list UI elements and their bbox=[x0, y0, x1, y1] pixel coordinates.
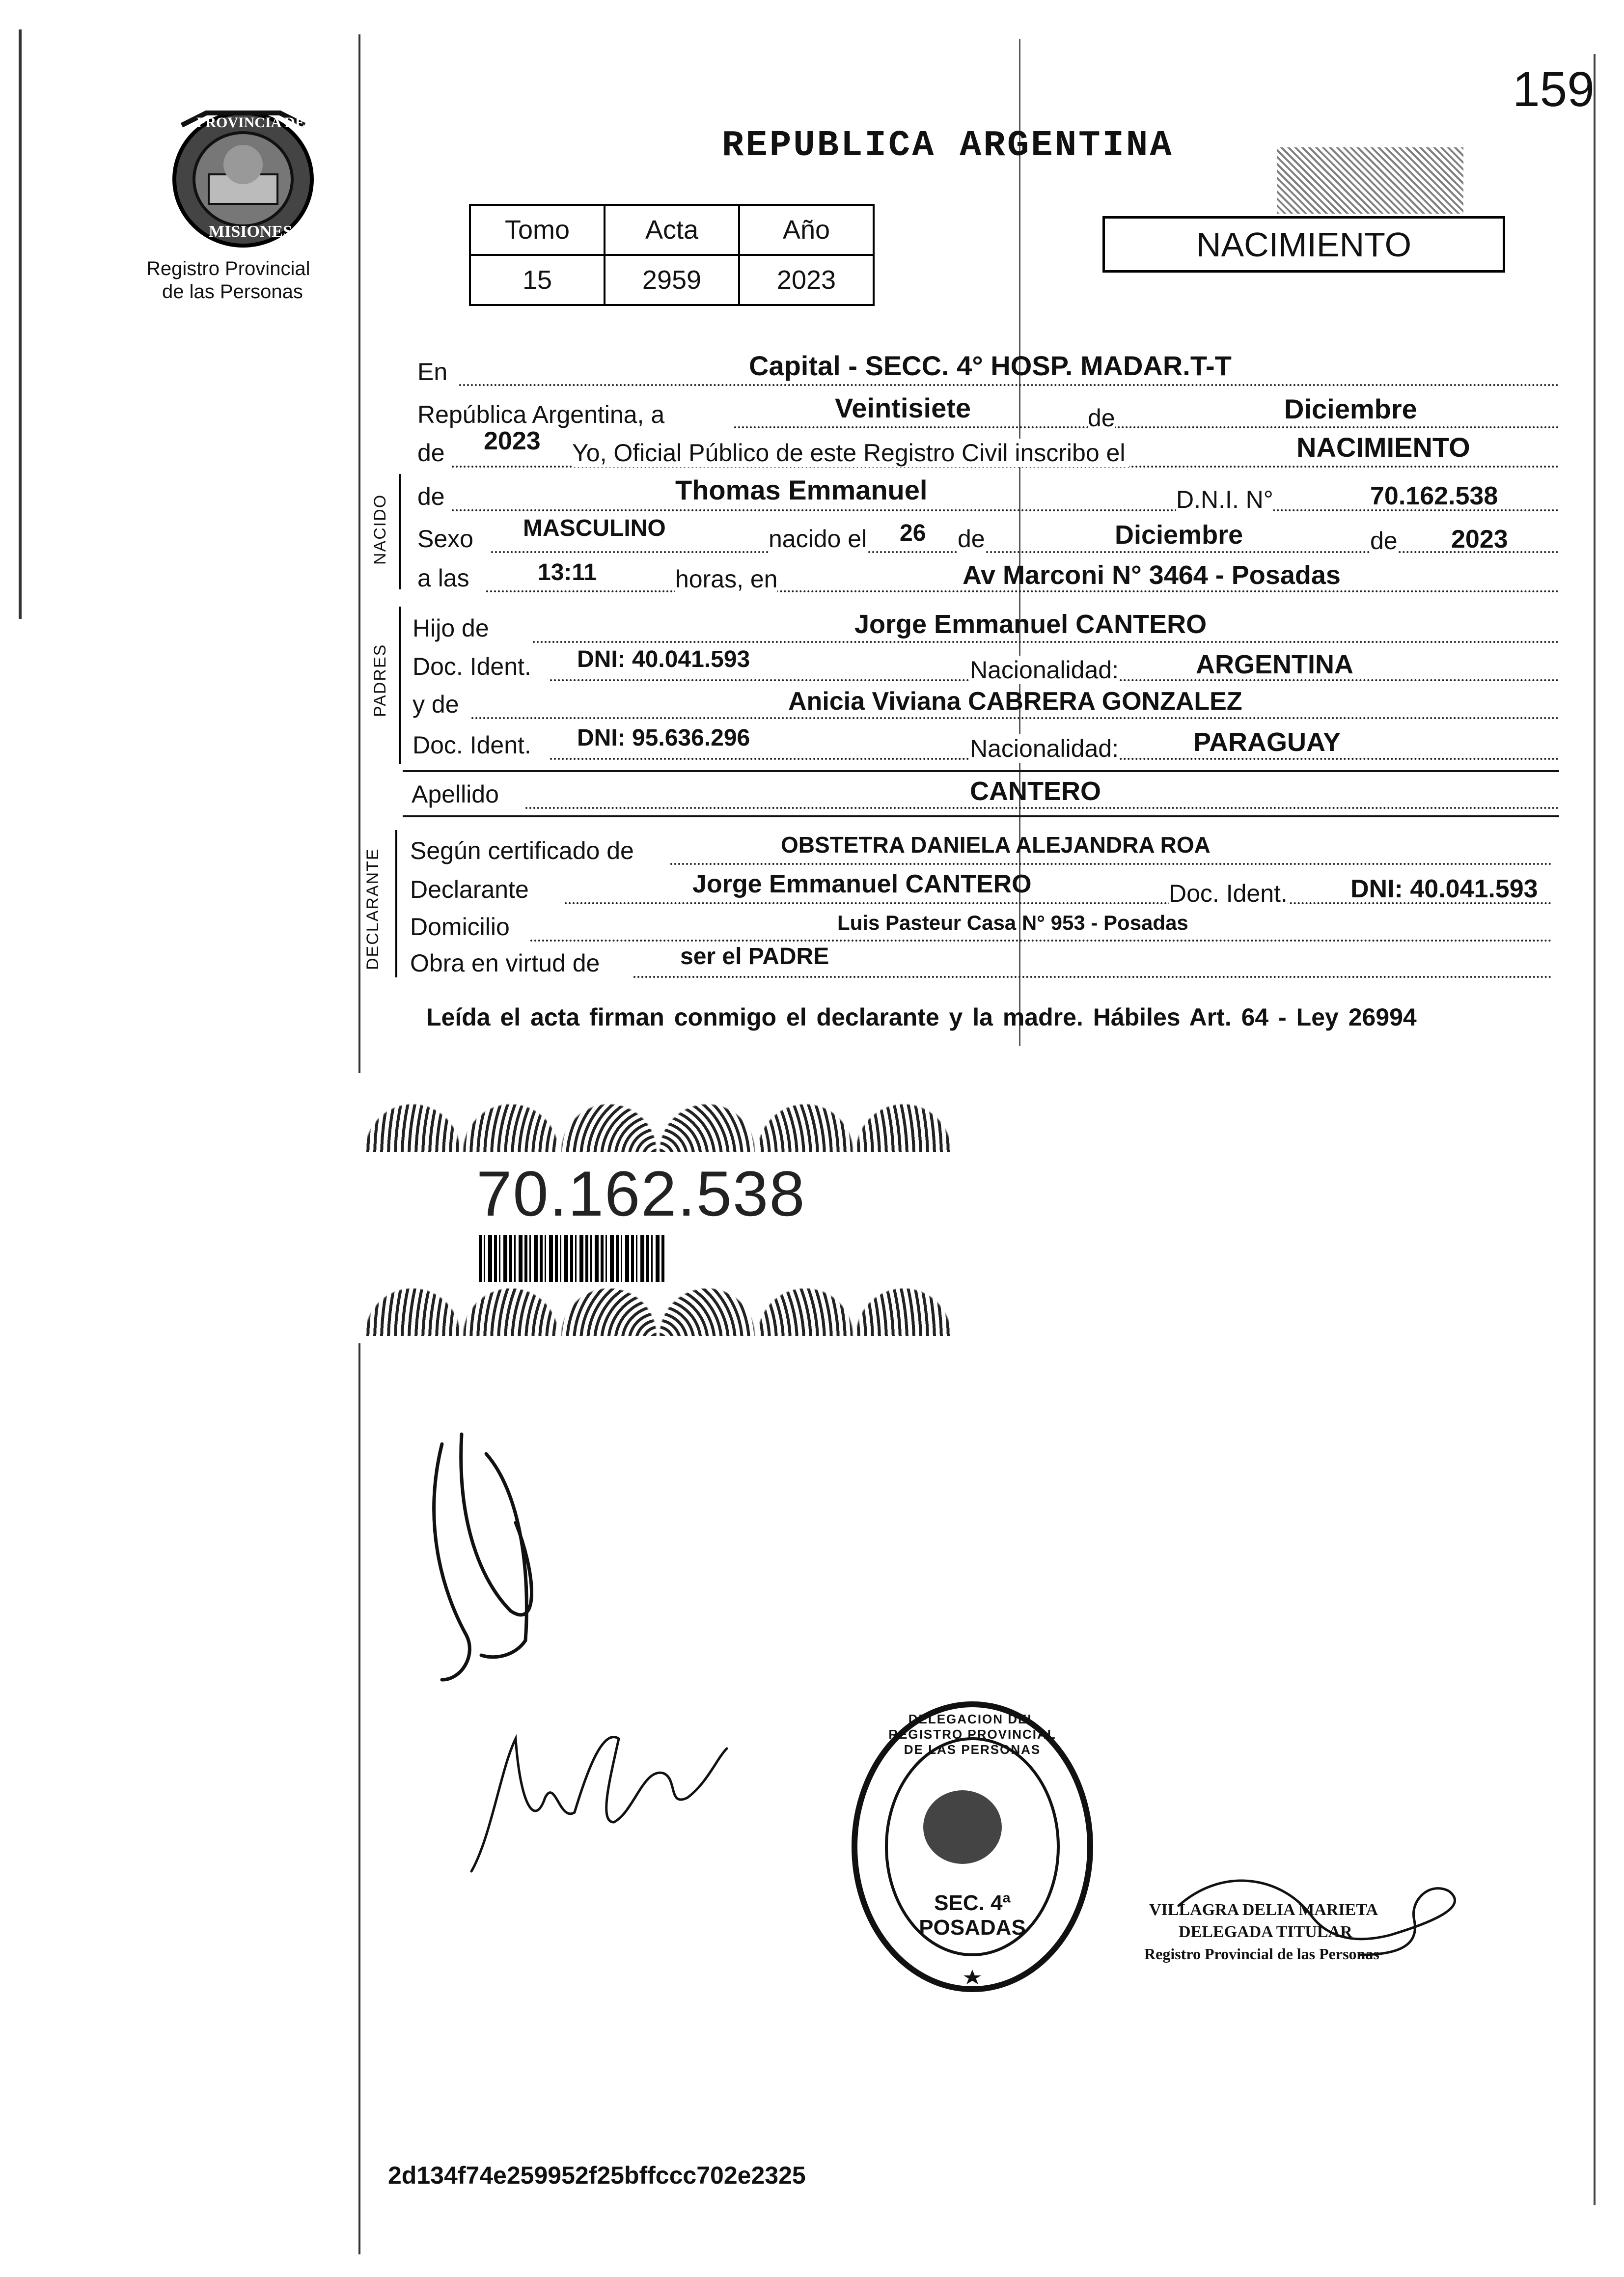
dots-en bbox=[459, 384, 1559, 386]
label-horas-en: horas, en bbox=[675, 565, 778, 593]
value-mother-nationality: PARAGUAY bbox=[1193, 727, 1341, 757]
padres-rule bbox=[403, 770, 1559, 772]
value-month: Diciembre bbox=[1284, 393, 1417, 424]
value-act: NACIMIENTO bbox=[1296, 432, 1470, 463]
value-declarant: Jorge Emmanuel CANTERO bbox=[692, 870, 1032, 898]
province-seal bbox=[162, 106, 324, 253]
sticker-pattern-bottom bbox=[363, 1272, 953, 1336]
value-place: Capital - SECC. 4° HOSP. MADAR.T-T bbox=[749, 350, 1232, 381]
value-birth-day: 26 bbox=[900, 520, 926, 546]
value-acta: 2959 bbox=[605, 255, 739, 305]
label-sexo: Sexo bbox=[417, 525, 473, 553]
section-declarante: DECLARANTE bbox=[363, 848, 382, 970]
label-obra: Obra en virtud de bbox=[410, 949, 600, 977]
dots-capacity bbox=[633, 976, 1552, 978]
label-nacido-el: nacido el bbox=[769, 525, 867, 553]
official-title: DELEGADA TITULAR bbox=[1179, 1923, 1352, 1941]
value-mother-doc: DNI: 95.636.296 bbox=[577, 725, 750, 751]
value-address: Luis Pasteur Casa N° 953 - Posadas bbox=[837, 911, 1188, 934]
dots-father bbox=[533, 641, 1559, 643]
document-title: REPUBLICA ARGENTINA bbox=[722, 125, 1174, 167]
document-hash: 2d134f74e259952f25bffccc702e2325 bbox=[388, 2162, 806, 2189]
mother-signature bbox=[462, 1709, 737, 1888]
declarant-signature bbox=[413, 1424, 570, 1702]
value-birth-year: 2023 bbox=[1451, 525, 1508, 554]
value-declarant-doc: DNI: 40.041.593 bbox=[1350, 875, 1538, 903]
value-sex: MASCULINO bbox=[523, 515, 666, 541]
closing-text: Leída el acta firman conmigo el declarante y la madre. Hábiles Art. 64 - Ley 26994 bbox=[426, 1003, 1417, 1031]
value-surname: CANTERO bbox=[970, 777, 1101, 806]
left-margin-line bbox=[19, 29, 22, 619]
label-nacionalidad: Nacionalidad: bbox=[970, 656, 1119, 684]
value-certificate: OBSTETRA DANIELA ALEJANDRA ROA bbox=[781, 832, 1211, 858]
section-nacido: NACIDO bbox=[371, 494, 389, 565]
header-ano: Año bbox=[739, 205, 874, 255]
label-de-birth-year: de bbox=[1370, 527, 1398, 555]
value-tomo: 15 bbox=[470, 255, 605, 305]
apellido-rule bbox=[403, 815, 1559, 817]
label-doc-ident-2: Doc. Ident. bbox=[413, 731, 531, 759]
official-stamp bbox=[845, 1694, 1100, 1999]
label-de-month: de bbox=[1088, 404, 1115, 432]
security-hologram bbox=[1277, 147, 1463, 214]
label-segun: Según certificado de bbox=[410, 837, 634, 864]
stamp-ring-text: DELEGACION DEL REGISTRO PROVINCIAL DE LAS PERSONAS bbox=[888, 1712, 1056, 1757]
dots-time bbox=[486, 590, 1559, 592]
header-tomo: Tomo bbox=[470, 205, 605, 255]
registry-name-line1: Registro Provincial bbox=[146, 258, 310, 279]
label-y-de: y de bbox=[413, 691, 459, 718]
dots-certificate bbox=[670, 863, 1552, 865]
record-table bbox=[469, 204, 875, 306]
registry-name-line2: de las Personas bbox=[162, 281, 303, 303]
value-child-name: Thomas Emmanuel bbox=[675, 474, 928, 505]
dots-surname bbox=[525, 807, 1559, 809]
label-dni: D.N.I. N° bbox=[1176, 486, 1273, 513]
dots-mother bbox=[471, 717, 1559, 719]
id-sticker bbox=[358, 1073, 958, 1343]
label-doc-ident: Doc. Ident. bbox=[413, 653, 531, 680]
value-ano: 2023 bbox=[739, 255, 874, 305]
padres-bracket bbox=[399, 607, 401, 764]
value-year: 2023 bbox=[484, 427, 541, 455]
value-capacity: ser el PADRE bbox=[680, 944, 829, 970]
dots-sexo bbox=[491, 551, 1559, 553]
label-hijo-de: Hijo de bbox=[413, 614, 489, 642]
label-nacionalidad-2: Nacionalidad: bbox=[970, 735, 1119, 762]
official-name: VILLAGRA DELIA MARIETA bbox=[1149, 1901, 1378, 1919]
label-de-year: de bbox=[417, 439, 445, 467]
nacido-bracket bbox=[399, 474, 401, 589]
official-office: Registro Provincial de las Personas bbox=[1144, 1945, 1379, 1963]
sticker-pattern-top bbox=[363, 1088, 953, 1152]
label-domicilio: Domicilio bbox=[410, 913, 510, 941]
label-declarante: Declarante bbox=[410, 876, 529, 903]
label-doc-ident-3: Doc. Ident. bbox=[1169, 880, 1288, 907]
act-type-label: NACIMIENTO bbox=[1196, 225, 1412, 264]
value-father-doc: DNI: 40.041.593 bbox=[577, 646, 750, 672]
right-edge-line bbox=[1594, 54, 1596, 2205]
value-day-words: Veintisiete bbox=[835, 392, 971, 423]
dots-republica bbox=[734, 426, 1559, 428]
header-acta: Acta bbox=[605, 205, 739, 255]
seal-text-bottom: MISIONES bbox=[209, 222, 293, 241]
page-number: 159 bbox=[1513, 62, 1595, 117]
value-child-dni: 70.162.538 bbox=[1370, 482, 1498, 510]
value-birth-place: Av Marconi N° 3464 - Posadas bbox=[963, 560, 1341, 590]
value-birth-time: 13:11 bbox=[538, 559, 597, 585]
label-oficial: Yo, Oficial Público de este Registro Civil inscribo el bbox=[572, 439, 1129, 467]
label-de-birth-month: de bbox=[958, 525, 985, 553]
value-father-name: Jorge Emmanuel CANTERO bbox=[854, 610, 1207, 639]
declarante-bracket bbox=[395, 830, 397, 977]
label-en: En bbox=[417, 358, 448, 386]
value-mother-name: Anicia Viviana CABRERA GONZALEZ bbox=[788, 687, 1242, 716]
section-padres: PADRES bbox=[371, 643, 389, 717]
label-apellido: Apellido bbox=[412, 780, 499, 808]
label-republica: República Argentina, a bbox=[417, 401, 665, 428]
value-birth-month: Diciembre bbox=[1115, 520, 1243, 550]
act-type-box bbox=[1102, 216, 1505, 273]
value-father-nationality: ARGENTINA bbox=[1196, 650, 1353, 679]
stamp-center-text: SEC. 4ª POSADAS bbox=[919, 1891, 1026, 1940]
label-de-name: de bbox=[417, 483, 445, 510]
sticker-number: 70.162.538 bbox=[476, 1158, 806, 1229]
seal-text-top: PROVINCIA DE bbox=[196, 114, 305, 131]
label-a-las: a las bbox=[417, 564, 469, 592]
dots-address bbox=[530, 940, 1552, 942]
